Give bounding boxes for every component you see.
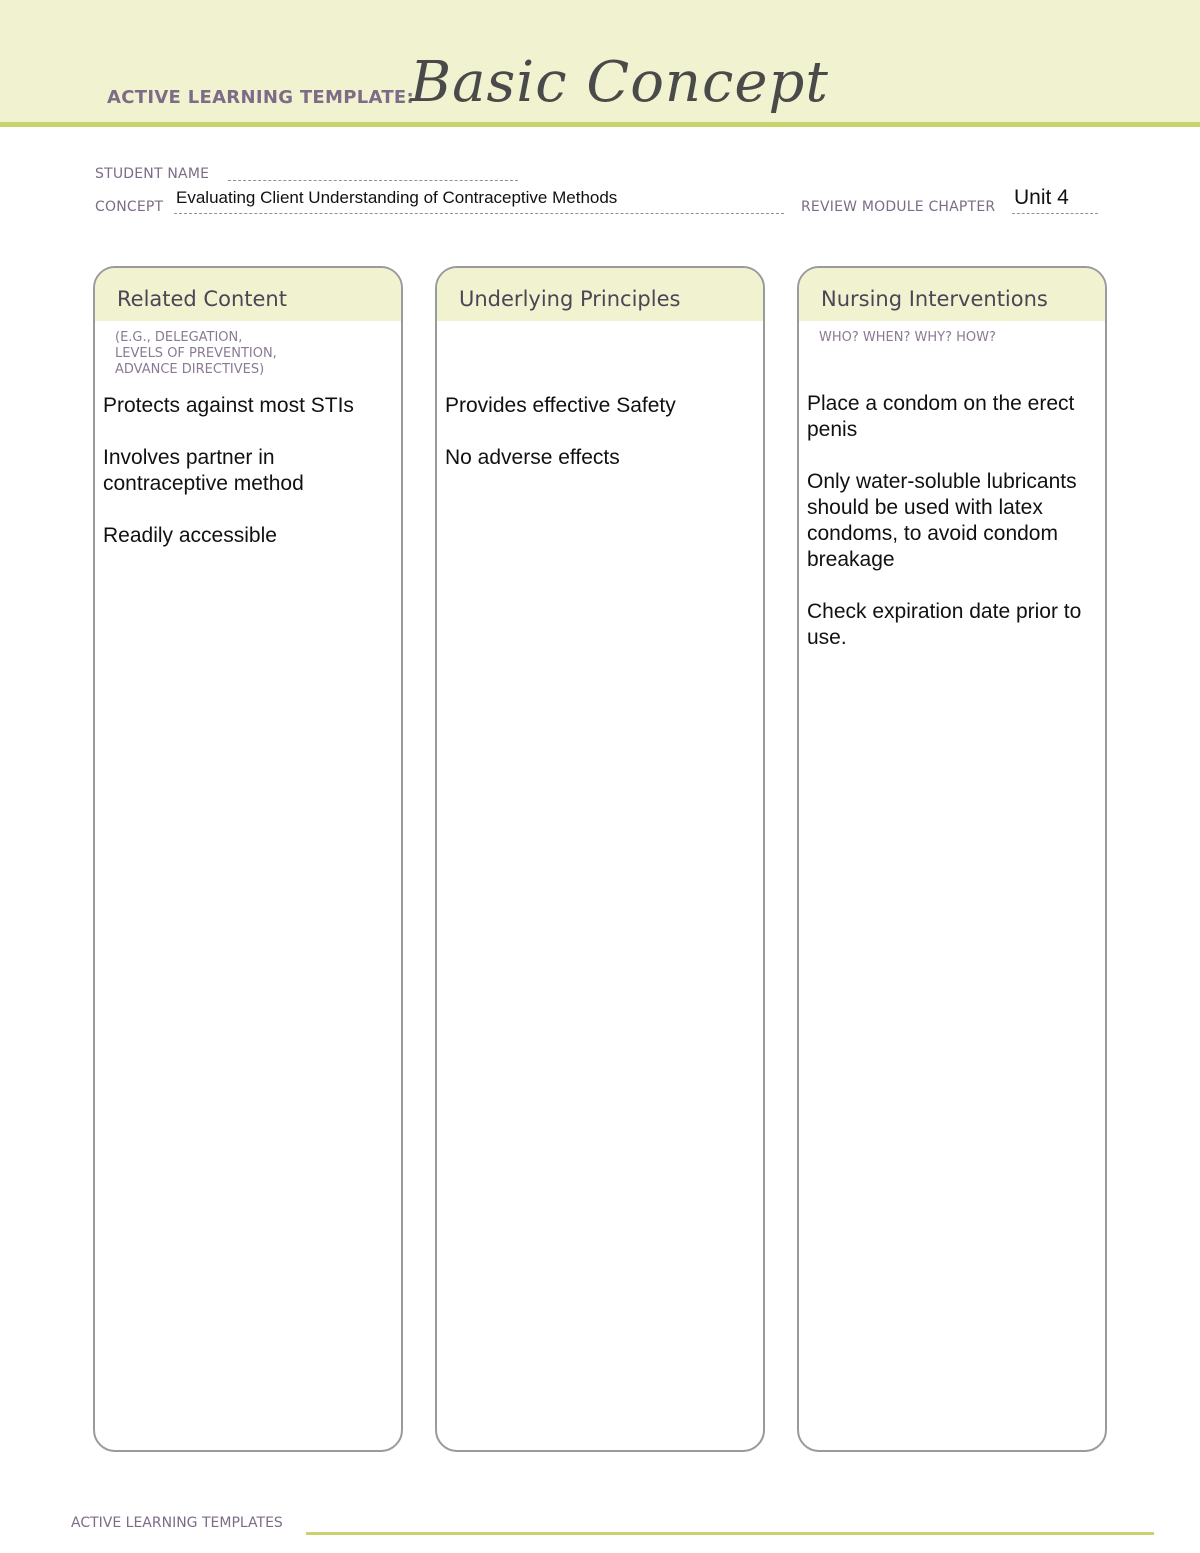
header-rule	[0, 122, 1200, 127]
card-subtitle: (E.G., DELEGATION, LEVELS OF PREVENTION, ADVANCE DIRECTIVES)	[115, 330, 277, 377]
related-content-card	[93, 266, 403, 1452]
entry: Only water-soluble lubricants should be used with latex condoms, to avoid condom breakage	[807, 470, 1077, 571]
template-title: Basic Concept	[410, 50, 829, 115]
entry: No adverse effects	[445, 446, 620, 469]
entry: Check expiration date prior to use.	[807, 600, 1082, 649]
student-name-label: STUDENT NAME	[95, 166, 210, 182]
footer-label: ACTIVE LEARNING TEMPLATES	[71, 1515, 283, 1531]
card-subtitle: WHO? WHEN? WHY? HOW?	[819, 330, 996, 345]
card-body[interactable]	[103, 393, 395, 575]
student-name-field[interactable]	[228, 180, 518, 181]
entry: Readily accessible	[103, 524, 277, 547]
review-module-label: REVIEW MODULE CHAPTER	[801, 199, 996, 215]
concept-label: CONCEPT	[95, 199, 164, 215]
card-title: Related Content	[117, 287, 287, 311]
card-title: Underlying Principles	[459, 287, 681, 311]
concept-value: Evaluating Client Understanding of Contraceptive Methods	[176, 188, 618, 207]
review-module-field[interactable]	[1012, 213, 1098, 214]
underlying-principles-card	[435, 266, 765, 1452]
entry: Provides effective Safety	[445, 394, 676, 417]
template-label: ACTIVE LEARNING TEMPLATE:	[107, 87, 414, 108]
nursing-interventions-card	[797, 266, 1107, 1452]
concept-field[interactable]	[174, 213, 784, 214]
card-body[interactable]	[445, 393, 757, 497]
review-module-value: Unit 4	[1014, 186, 1069, 209]
card-title: Nursing Interventions	[821, 287, 1048, 311]
footer-rule	[306, 1532, 1154, 1535]
card-body[interactable]	[807, 391, 1099, 677]
entry: Protects against most STIs	[103, 394, 354, 417]
entry: Place a condom on the erect penis	[807, 392, 1075, 441]
entry: Involves partner in contraceptive method	[103, 446, 304, 495]
